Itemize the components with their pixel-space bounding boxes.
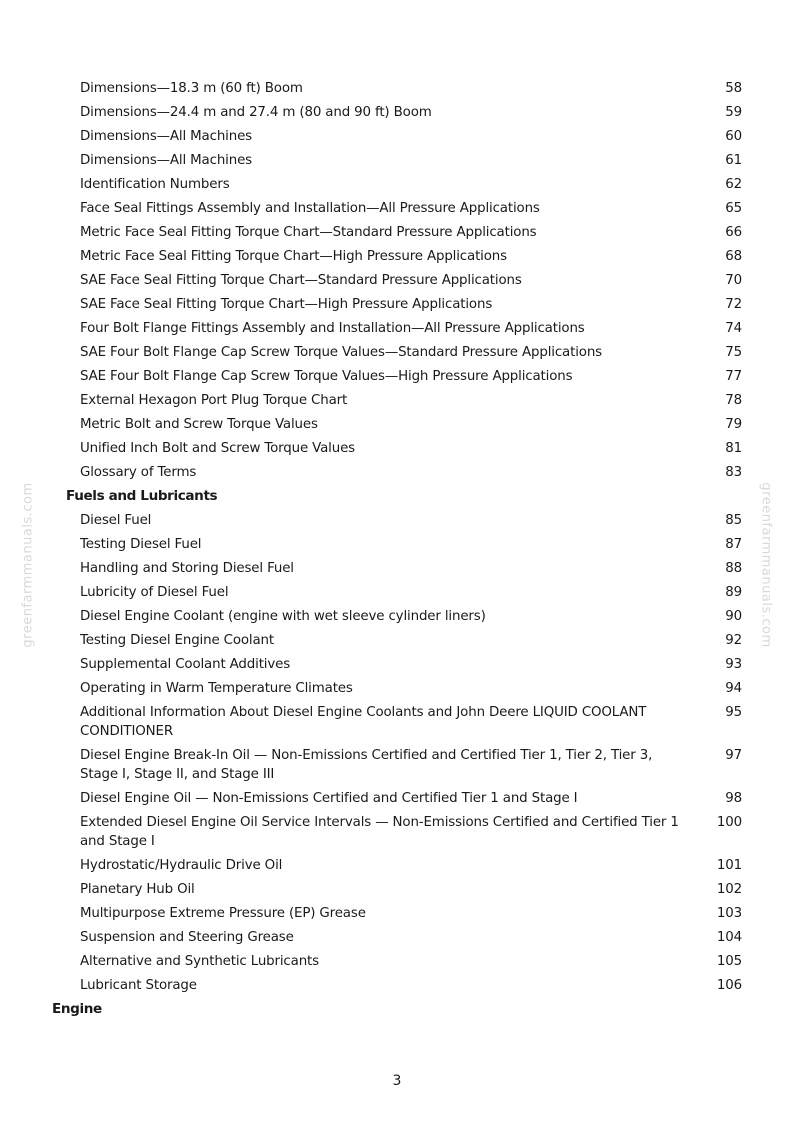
toc-entry[interactable] — [0, 901, 794, 925]
toc-entry[interactable] — [0, 810, 794, 853]
toc-entry-page-number: 61 — [725, 152, 742, 168]
toc-entry[interactable] — [0, 436, 794, 460]
watermark-left: greenfarmmanuals.com — [20, 482, 36, 648]
toc-entry-title: Operating in Warm Temperature Climates — [80, 680, 353, 696]
toc-entry-title: Glossary of Terms — [80, 464, 197, 480]
toc-entry-title: Lubricant Storage — [80, 977, 197, 993]
toc-entry-title: Dimensions—24.4 m and 27.4 m (80 and 90 ft) Boom — [80, 104, 432, 120]
toc-entry-title: SAE Face Seal Fitting Torque Chart—Standard Pressure Applications — [80, 272, 522, 288]
toc-entry-page-number: 74 — [725, 320, 742, 336]
toc-entry[interactable] — [0, 973, 794, 997]
table-of-contents — [0, 76, 794, 1021]
toc-entry-page-number: 97 — [725, 747, 742, 763]
page-number: 3 — [392, 1073, 402, 1089]
toc-entry-page-number: 87 — [725, 536, 742, 552]
toc-entry[interactable] — [0, 580, 794, 604]
toc-entry[interactable] — [0, 364, 794, 388]
toc-entry[interactable] — [0, 700, 794, 743]
toc-entry-title: Hydrostatic/Hydraulic Drive Oil — [80, 857, 283, 873]
toc-entry-title: Testing Diesel Engine Coolant — [80, 632, 274, 648]
toc-entry[interactable] — [0, 124, 794, 148]
toc-entry-title: Diesel Fuel — [80, 512, 152, 528]
toc-entry[interactable] — [0, 172, 794, 196]
toc-entry[interactable] — [0, 196, 794, 220]
toc-entry-title: Alternative and Synthetic Lubricants — [80, 953, 319, 969]
toc-entry-title: SAE Four Bolt Flange Cap Screw Torque Values—High Pressure Applications — [80, 368, 573, 384]
toc-entry-title: Handling and Storing Diesel Fuel — [80, 560, 294, 576]
toc-entry-page-number: 100 — [716, 814, 742, 830]
toc-entry-title: Four Bolt Flange Fittings Assembly and Installation—All Pressure Applications — [80, 320, 585, 336]
toc-entry[interactable] — [0, 628, 794, 652]
toc-entry-title: External Hexagon Port Plug Torque Chart — [80, 392, 348, 408]
toc-entry-title: Metric Bolt and Screw Torque Values — [80, 416, 318, 432]
toc-entry[interactable] — [0, 340, 794, 364]
toc-entry[interactable] — [0, 244, 794, 268]
toc-entry-page-number: 62 — [725, 176, 742, 192]
toc-entry-title: Identification Numbers — [80, 176, 230, 192]
toc-entry-title: Diesel Engine Oil — Non-Emissions Certified and Certified Tier 1 and Stage I — [80, 790, 578, 806]
section-heading-engine[interactable]: Engine — [52, 1000, 102, 1017]
toc-entry[interactable] — [0, 100, 794, 124]
toc-entry-page-number: 66 — [725, 224, 742, 240]
toc-entry-page-number: 95 — [725, 704, 742, 720]
toc-entry-page-number: 101 — [716, 857, 742, 873]
toc-entry[interactable] — [0, 786, 794, 810]
toc-group-fuels-and-lubricants — [0, 508, 794, 997]
toc-entry[interactable] — [0, 743, 794, 786]
toc-entry-title: Metric Face Seal Fitting Torque Chart—High Pressure Applications — [80, 248, 507, 264]
toc-entry-page-number: 70 — [725, 272, 742, 288]
toc-entry-title: Unified Inch Bolt and Screw Torque Values — [80, 440, 355, 456]
toc-entry-title: Testing Diesel Fuel — [80, 536, 202, 552]
toc-entry-title: Extended Diesel Engine Oil Service Intervals — Non-Emissions Certified and Certified Tier 1 and Stage I — [80, 814, 679, 849]
toc-entry[interactable] — [0, 412, 794, 436]
toc-entry-page-number: 103 — [716, 905, 742, 921]
toc-entry-title: Lubricity of Diesel Fuel — [80, 584, 229, 600]
watermark-right: greenfarmmanuals.com — [758, 482, 774, 648]
toc-entry-title: Face Seal Fittings Assembly and Installation—All Pressure Applications — [80, 200, 540, 216]
toc-entry-page-number: 88 — [725, 560, 742, 576]
toc-entry[interactable] — [0, 532, 794, 556]
toc-entry[interactable] — [0, 604, 794, 628]
toc-entry-page-number: 102 — [716, 881, 742, 897]
toc-entry-page-number: 98 — [725, 790, 742, 806]
toc-entry[interactable] — [0, 676, 794, 700]
toc-entry[interactable] — [0, 316, 794, 340]
toc-entry-page-number: 93 — [725, 656, 742, 672]
toc-entry[interactable] — [0, 925, 794, 949]
toc-entry[interactable] — [0, 877, 794, 901]
toc-entry-page-number: 75 — [725, 344, 742, 360]
toc-entry-title: Additional Information About Diesel Engine Coolants and John Deere LIQUID COOLANT CONDITIONER — [80, 704, 647, 739]
toc-entry[interactable] — [0, 268, 794, 292]
toc-entry[interactable] — [0, 556, 794, 580]
toc-entry-page-number: 59 — [725, 104, 742, 120]
toc-entry[interactable] — [0, 652, 794, 676]
toc-entry-title: Suspension and Steering Grease — [80, 929, 294, 945]
toc-entry-page-number: 83 — [725, 464, 742, 480]
toc-entry-title: Diesel Engine Coolant (engine with wet sleeve cylinder liners) — [80, 608, 486, 624]
section-heading-fuels-and-lubricants[interactable]: Fuels and Lubricants — [66, 487, 218, 504]
toc-entry-page-number: 58 — [725, 80, 742, 96]
toc-entry-title: Dimensions—All Machines — [80, 152, 252, 168]
toc-entry-page-number: 65 — [725, 200, 742, 216]
toc-entry[interactable] — [0, 220, 794, 244]
toc-entry-page-number: 90 — [725, 608, 742, 624]
toc-entry-page-number: 78 — [725, 392, 742, 408]
toc-entry-title: Diesel Engine Break-In Oil — Non-Emissions Certified and Certified Tier 1, Tier 2, Tier 3, Stage I, Stage II, and Stage III — [80, 747, 653, 782]
toc-entry-title: Dimensions—18.3 m (60 ft) Boom — [80, 80, 303, 96]
toc-entry-page-number: 79 — [725, 416, 742, 432]
toc-entry-page-number: 77 — [725, 368, 742, 384]
toc-entry-page-number: 81 — [725, 440, 742, 456]
toc-entry[interactable] — [0, 76, 794, 100]
toc-entry-title: Dimensions—All Machines — [80, 128, 252, 144]
toc-entry-title: Supplemental Coolant Additives — [80, 656, 291, 672]
toc-entry[interactable] — [0, 292, 794, 316]
toc-entry-page-number: 72 — [725, 296, 742, 312]
toc-entry[interactable] — [0, 508, 794, 532]
toc-entry-title: Planetary Hub Oil — [80, 881, 195, 897]
toc-entry[interactable] — [0, 949, 794, 973]
toc-entry-title: Multipurpose Extreme Pressure (EP) Grease — [80, 905, 366, 921]
toc-entry-title: Metric Face Seal Fitting Torque Chart—Standard Pressure Applications — [80, 224, 537, 240]
toc-entry[interactable] — [0, 148, 794, 172]
toc-entry[interactable] — [0, 853, 794, 877]
toc-entry-page-number: 68 — [725, 248, 742, 264]
toc-entry-page-number: 94 — [725, 680, 742, 696]
toc-entry-page-number: 104 — [716, 929, 742, 945]
toc-entry-page-number: 92 — [725, 632, 742, 648]
toc-entry[interactable] — [0, 388, 794, 412]
toc-entry-page-number: 85 — [725, 512, 742, 528]
toc-group-general — [0, 76, 794, 484]
toc-entry-page-number: 60 — [725, 128, 742, 144]
toc-entry-page-number: 106 — [716, 977, 742, 993]
toc-entry-title: SAE Four Bolt Flange Cap Screw Torque Values—Standard Pressure Applications — [80, 344, 602, 360]
toc-entry-page-number: 105 — [716, 953, 742, 969]
toc-entry[interactable] — [0, 460, 794, 484]
toc-entry-page-number: 89 — [725, 584, 742, 600]
toc-entry-title: SAE Face Seal Fitting Torque Chart—High Pressure Applications — [80, 296, 493, 312]
